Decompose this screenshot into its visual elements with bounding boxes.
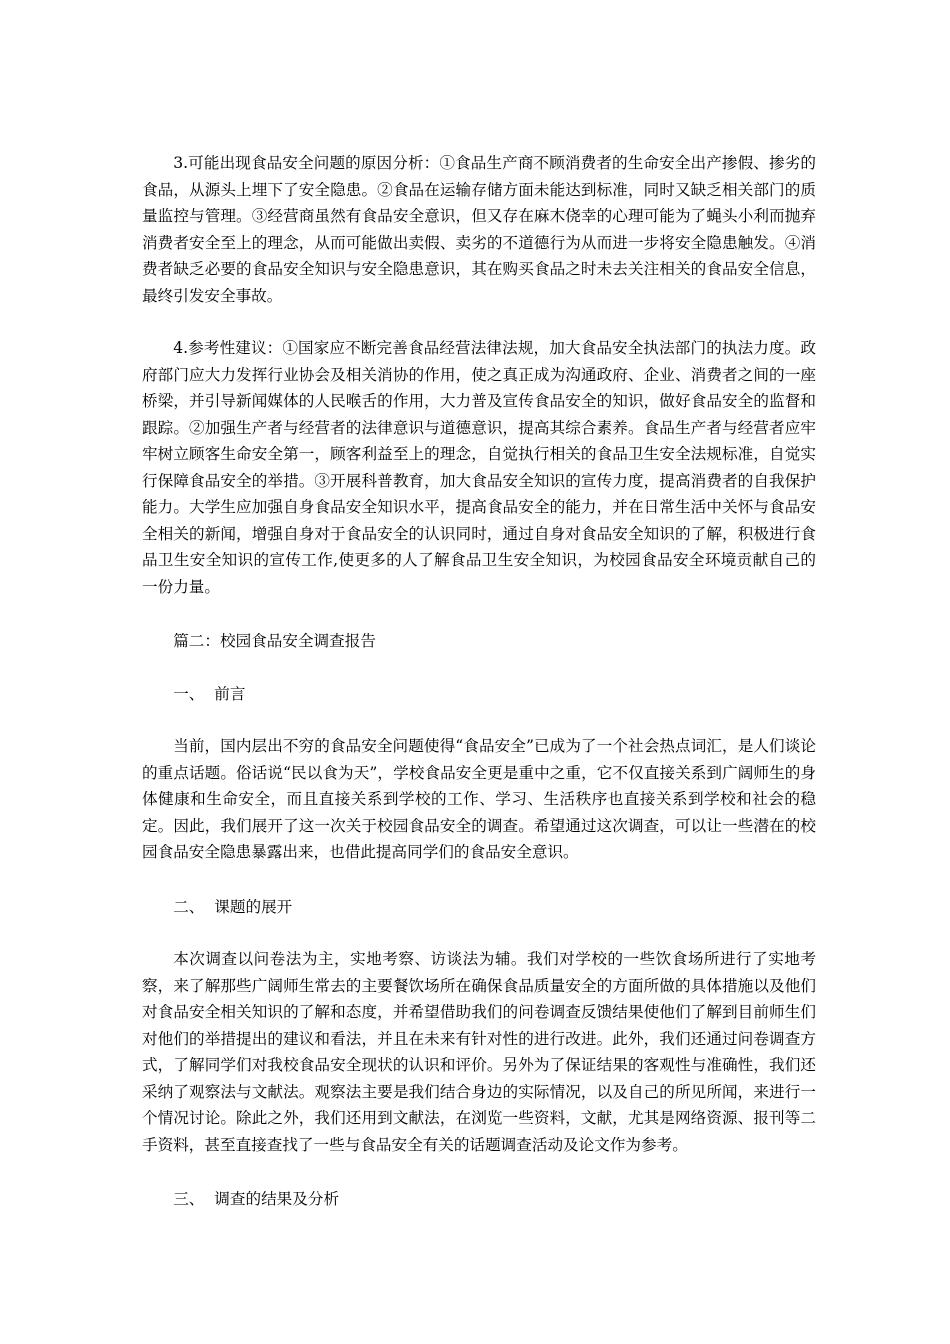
paragraph-suggestions: 4.参考性建议：①国家应不断完善食品经营法律法规，加大食品安全执法部门的执法力度。政府部门应大力发挥行业协会及相关消协的作用，使之真正成为沟通政府、企业、消费者之间的一座桥梁，并引导新闻媒体的人民喉舌的作用，大力普及宣传食品安全的知识，做好食品安全的监督和跟踪。②加强生产者与经营者的法律意识与道德意识，提高其综合素养。食品生产者与经营者应牢牢树立顾客生命安全第一，顾客利益至上的理念，自觉执行相关的食品卫生安全法规标准，自觉实行保障食品安全的举措。③开展科普教育，加大食品安全知识的宣传力度，提高消费者的自我保护能力。大学生应加强自身食品安全知识水平，提高食品安全的能力，并在日常生活中关怀与食品安全相关的新闻，增强自身对于食品安全的认识同时，通过自身对食品安全知识的了解，积极进行食品卫生安全知识的宣传工作,使更多的人了解食品卫生安全知识，为校园食品安全环境贡献自己的一份力量。 <box>142 339 816 596</box>
section-heading-results: 三、 调查的结果及分析 <box>173 1190 340 1208</box>
paragraph-topic: 本次调查以问卷法为主，实地考察、访谈法为辅。我们对学校的一些饮食场所进行了实地考察，来了解那些广阔师生常去的主要餐饮场所在确保食品质量安全的方面所做的具体措施以及他们对食品安全相关知识的了解和态度，并希望借助我们的问卷调查反馈结果使他们了解到目前师生们对他们的举措提出的建议和看法，并且在未来有针对性的进行改进。此外，我们还通过问卷调查方式，了解同学们对我校食品安全现状的认识和评价。另外为了保证结果的客观性与准确性，我们还采纳了观察法与文献法。观察法主要是我们结合身边的实际情况，以及自己的所见所闻，来进行一个情况讨论。除此之外，我们还用到文献法，在浏览一些资料，文献，尤其是网络资源、报刊等二手资料，甚至直接查找了一些与食品安全有关的话题调查活动及论文作为参考。 <box>142 950 816 1154</box>
document-body <box>142 150 816 1213</box>
paragraph-preface: 当前，国内层出不穷的食品安全问题使得“食品安全”已成为了一个社会热点词汇，是人们谈论的重点话题。俗话说“民以食为天”，学校食品安全更是重中之重，它不仅直接关系到广阔师生的身体健康和生命安全，而且直接关系到学校的工作、学习、生活秩序也直接关系到学校和社会的稳定。因此，我们展开了这一次关于校园食品安全的调查。希望通过这次调查，可以让一些潜在的校园食品安全隐患暴露出来，也借此提高同学们的食品安全意识。 <box>142 737 816 861</box>
part-two-title: 篇二：校园食品安全调查报告 <box>173 632 376 650</box>
section-heading-preface: 一、 前言 <box>173 684 246 703</box>
section-heading-topic: 二、 课题的展开 <box>173 897 293 916</box>
paragraph-cause-analysis: 3.可能出现食品安全问题的原因分析：①食品生产商不顾消费者的生命安全出产掺假、掺劣的食品，从源头上埋下了安全隐患。②食品在运输存储方面未能达到标准，同时又缺乏相关部门的质量监控与管理。③经营商虽然有食品安全意识，但又存在麻木侥幸的心理可能为了蝇头小利而抛弃消费者安全至上的理念，从而可能做出卖假、卖劣的不道德行为从而进一步将安全隐患触发。④消费者缺乏必要的食品安全知识与安全隐患意识，其在购买食品之时未去关注相关的食品安全信息，最终引发安全事故。 <box>142 154 816 305</box>
